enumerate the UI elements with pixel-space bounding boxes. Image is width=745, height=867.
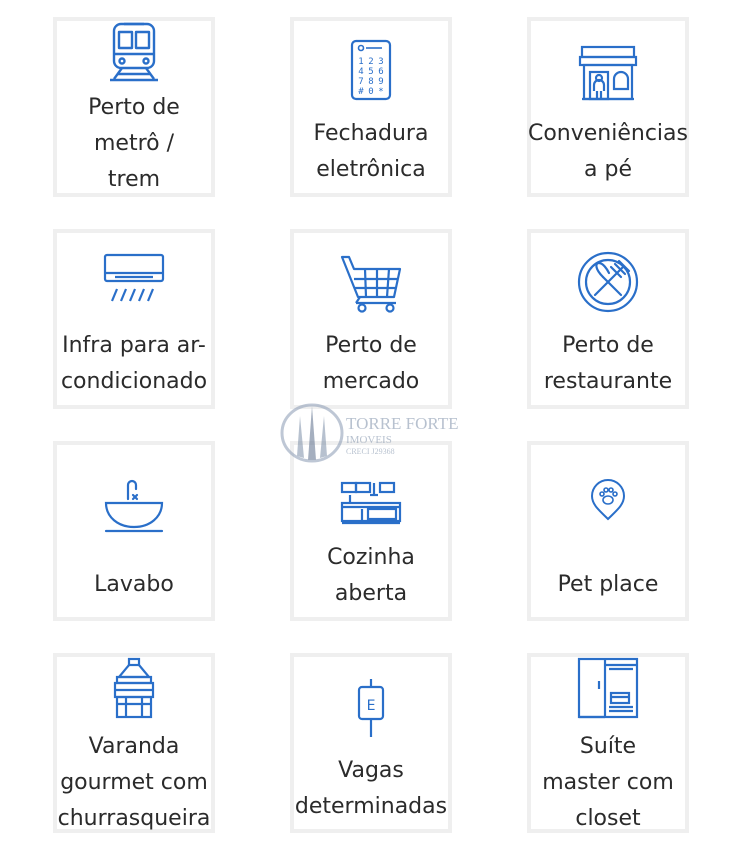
amenity-card-gourmet-balcony bbox=[53, 653, 215, 833]
watermark-creci: CRECI J29368 bbox=[346, 447, 395, 456]
storefront-icon bbox=[578, 21, 638, 101]
svg-text:1: 1 bbox=[358, 57, 364, 67]
amenity-label: Perto de metrô / trem bbox=[88, 95, 180, 192]
amenity-label: Conveniências a pé bbox=[527, 121, 688, 182]
svg-text:5: 5 bbox=[368, 67, 374, 77]
amenity-card-parking bbox=[290, 653, 452, 833]
svg-text:6: 6 bbox=[378, 67, 384, 77]
svg-text:4: 4 bbox=[358, 67, 364, 77]
amenity-card-kitchen bbox=[290, 441, 452, 621]
amenity-card-washroom bbox=[53, 441, 215, 621]
restaurant-icon bbox=[577, 233, 639, 313]
amenity-label: Lavabo bbox=[94, 572, 174, 597]
amenity-card-metro bbox=[53, 17, 215, 197]
amenity-label: Vagas determinadas bbox=[294, 758, 448, 819]
svg-text:7: 7 bbox=[358, 77, 364, 87]
amenity-label: Cozinha aberta bbox=[327, 545, 415, 606]
amenity-card-air-conditioning bbox=[53, 229, 215, 409]
barbecue-grill-icon bbox=[113, 657, 155, 719]
amenity-label: Varanda gourmet com churrasqueira bbox=[57, 734, 211, 831]
amenity-card-pet-place bbox=[527, 441, 689, 621]
train-icon bbox=[108, 21, 160, 83]
amenity-label: Infra para ar- condicionado bbox=[60, 333, 208, 394]
amenity-label: Fechadura eletrônica bbox=[313, 121, 429, 182]
amenity-card-convenience bbox=[527, 17, 689, 197]
wardrobe-icon bbox=[577, 657, 639, 719]
amenity-label: Perto de restaurante bbox=[543, 333, 673, 394]
keypad-lock-icon bbox=[350, 21, 392, 101]
kitchen-icon bbox=[340, 445, 402, 525]
amenity-card-master-suite bbox=[527, 653, 689, 833]
amenity-label: Suíte master com closet bbox=[542, 734, 674, 831]
pet-pin-icon bbox=[590, 445, 626, 521]
amenity-card-market bbox=[290, 229, 452, 409]
amenity-card-electronic-lock bbox=[290, 17, 452, 197]
air-conditioner-icon bbox=[103, 233, 165, 305]
svg-text:8: 8 bbox=[368, 77, 374, 87]
amenity-label: Pet place bbox=[557, 572, 659, 597]
svg-text:2: 2 bbox=[368, 57, 374, 67]
amenity-card-restaurant bbox=[527, 229, 689, 409]
sink-icon bbox=[104, 445, 164, 533]
svg-text:3: 3 bbox=[378, 57, 384, 67]
svg-text:E: E bbox=[366, 698, 376, 714]
svg-text:9: 9 bbox=[378, 77, 384, 87]
watermark-name: TORRE FORTE bbox=[346, 414, 459, 433]
svg-text:*: * bbox=[378, 87, 384, 97]
svg-text:0: 0 bbox=[368, 87, 374, 97]
watermark-sub: IMOVEIS bbox=[346, 434, 392, 446]
amenity-label: Perto de mercado bbox=[322, 333, 420, 394]
parking-sign-icon bbox=[356, 657, 386, 739]
shopping-cart-icon bbox=[340, 233, 402, 313]
svg-text:#: # bbox=[358, 87, 364, 97]
